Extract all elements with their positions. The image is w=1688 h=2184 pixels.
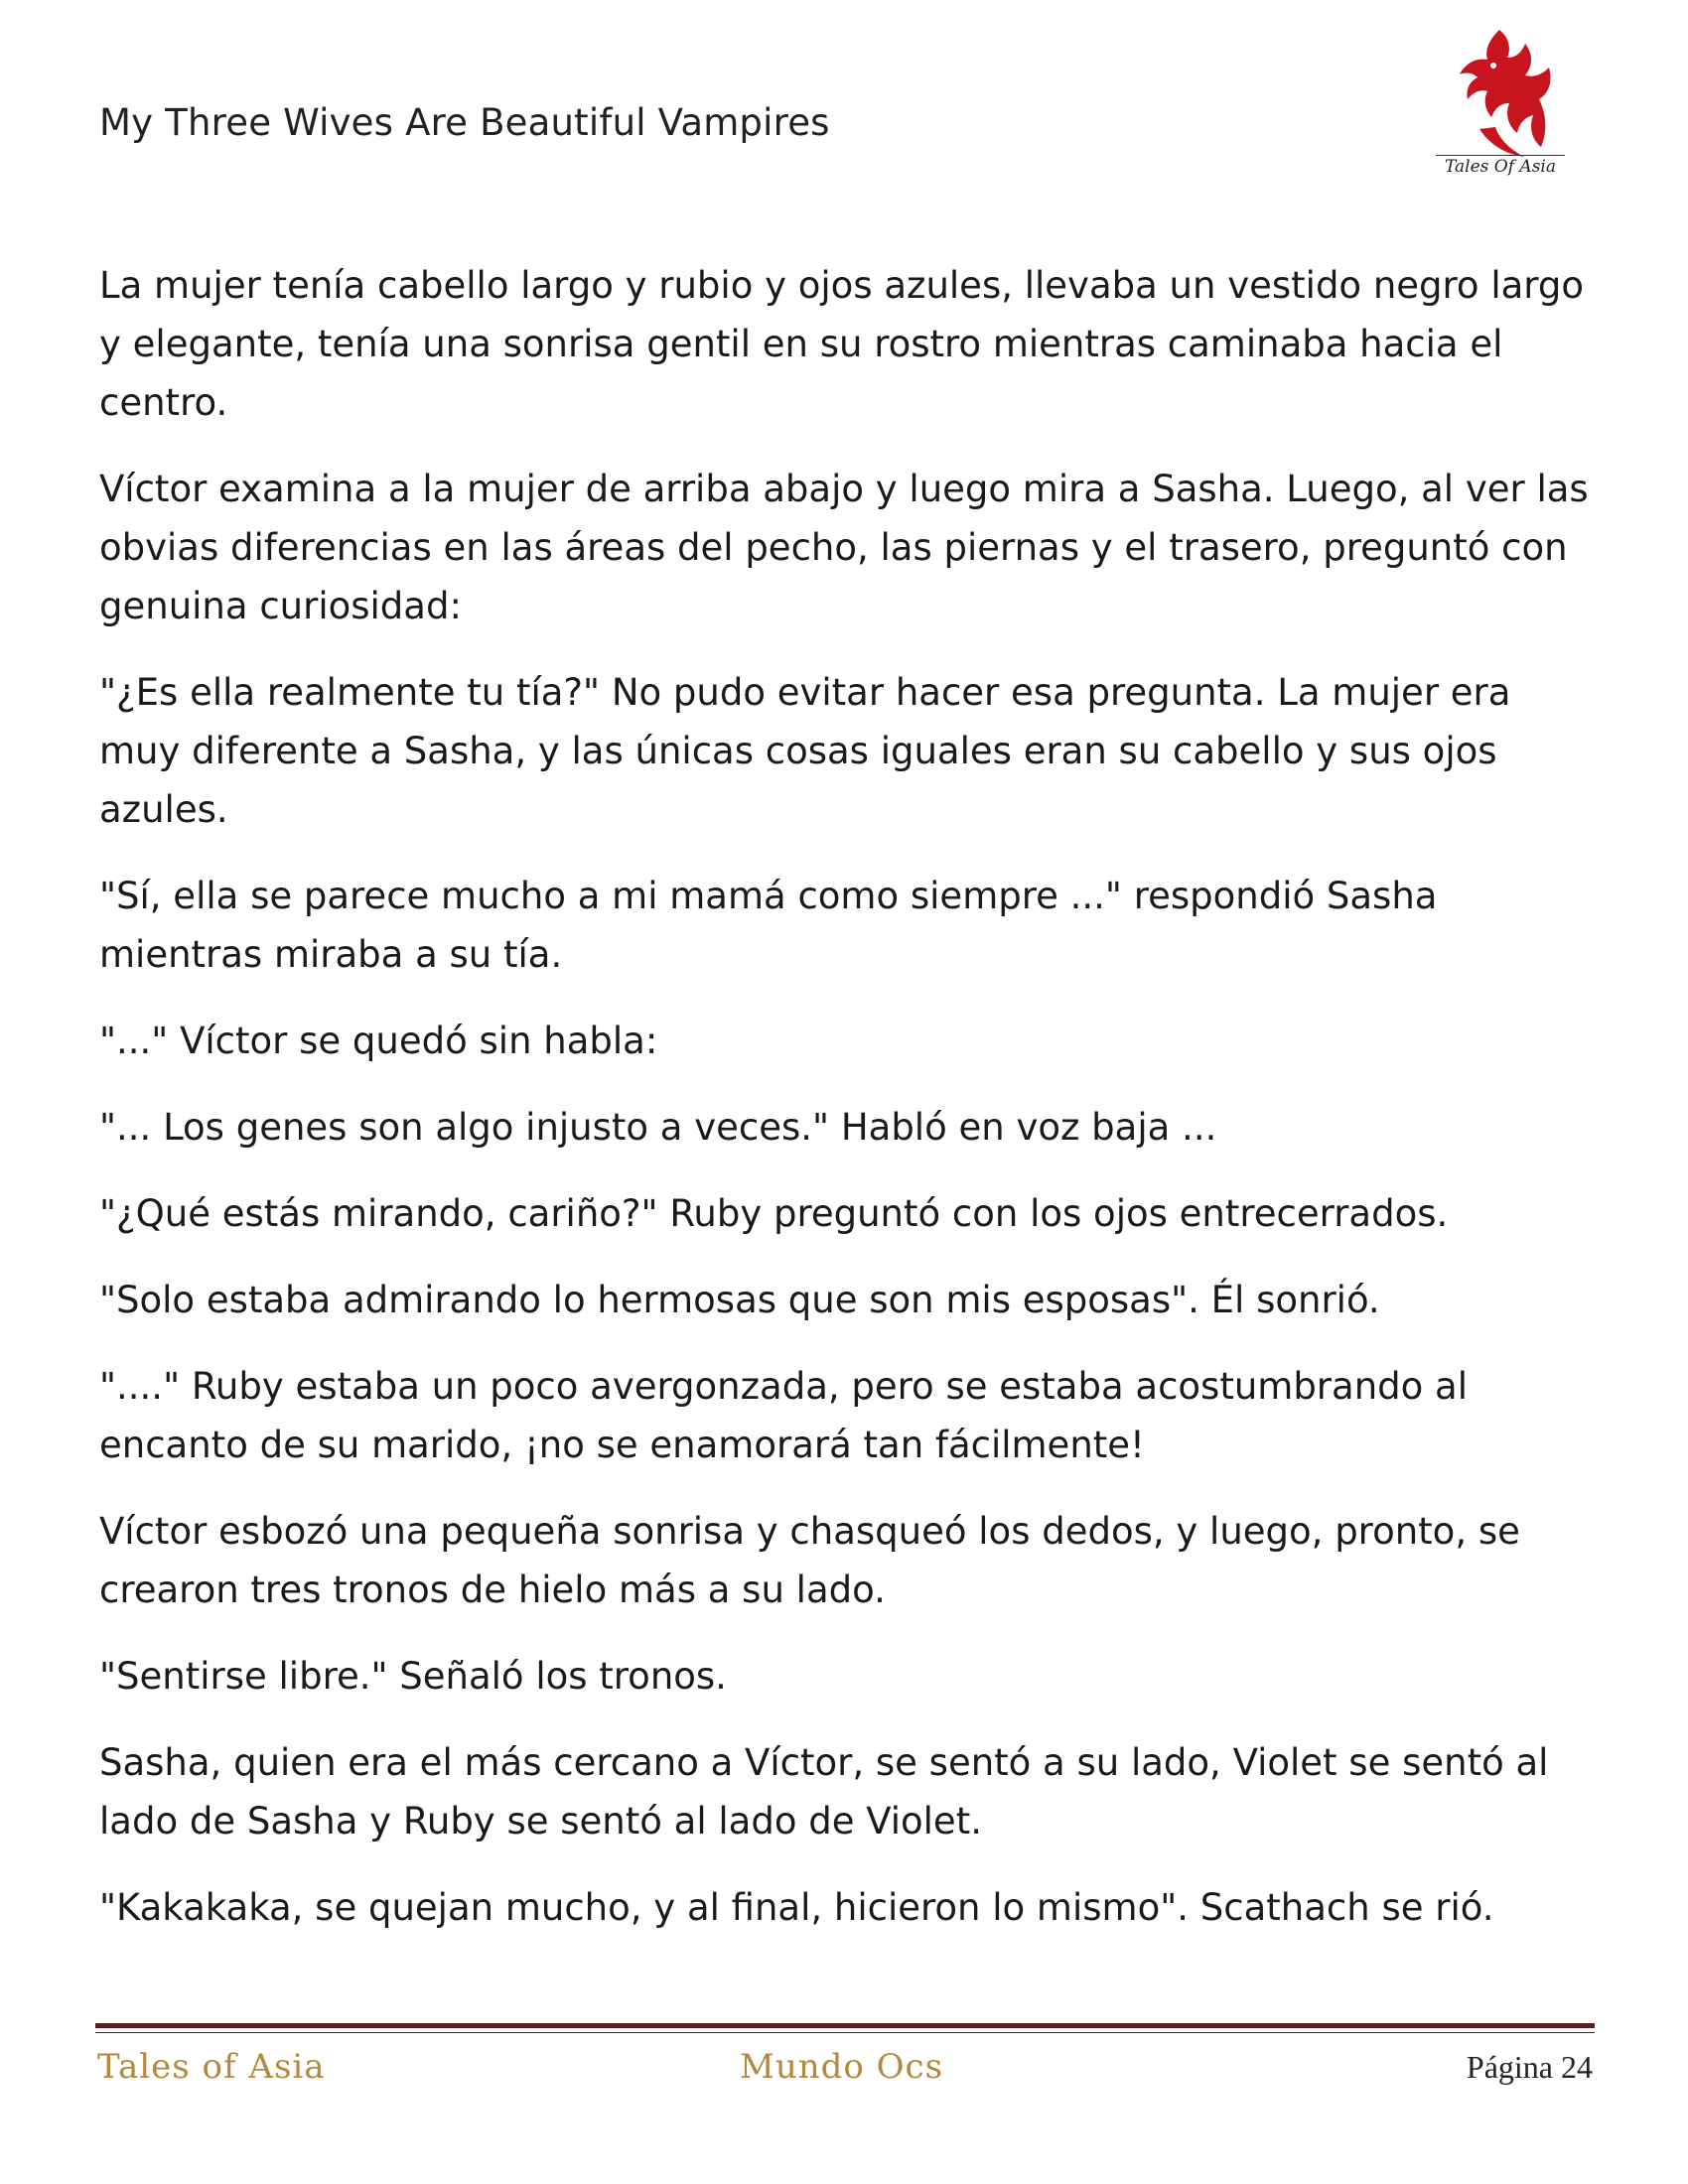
paragraph: "Sentirse libre." Señaló los tronos. [99,1655,727,1698]
footer-site: Mundo Ocs [740,2047,944,2087]
paragraph: "...." Ruby estaba un poco avergonzada, pero se estaba acostumbrando al encanto de su marido, ¡no se enamorará tan fácilmente! [99,1365,1468,1466]
paragraph: Sasha, quien era el más cercano a Víctor, se sentó a su lado, Violet se sentó al lado de Sasha y Ruby se sentó al lado de Violet. [99,1741,1549,1843]
paragraph: Víctor examina a la mujer de arriba abajo y luego mira a Sasha. Luego, al ver las obvias diferencias en las áreas del pecho, las piernas y el trasero, preguntó con genuina curiosidad: [99,468,1589,627]
page-number: Página 24 [1466,2049,1593,2085]
logo-text: Tales Of Asia [1436,155,1565,177]
footer-divider [95,2023,1595,2028]
page-body [99,256,1589,1965]
footer-publisher: Tales of Asia [97,2047,326,2087]
footer-divider-thin [95,2032,1595,2033]
paragraph: "Solo estaba admirando lo hermosas que son mis esposas". Él sonrió. [99,1279,1380,1321]
paragraph: "... Los genes son algo injusto a veces." Habló en voz baja ... [99,1106,1217,1149]
paragraph: "..." Víctor se quedó sin habla: [99,1020,658,1062]
paragraph: "Kakakaka, se quejan mucho, y al final, hicieron lo mismo". Scathach se rió. [99,1886,1494,1929]
paragraph: La mujer tenía cabello largo y rubio y ojos azules, llevaba un vestido negro largo y elegante, tenía una sonrisa gentil en su rostro mientras caminaba hacia el centro. [99,264,1584,424]
paragraph: Víctor esbozó una pequeña sonrisa y chasqueó los dedos, y luego, pronto, se crearon tres tronos de hielo más a su lado. [99,1510,1520,1611]
book-title: My Three Wives Are Beautiful Vampires [99,101,830,144]
paragraph: "¿Es ella realmente tu tía?" No pudo evitar hacer esa pregunta. La mujer era muy diferente a Sasha, y las únicas cosas iguales eran su cabello y sus ojos azules. [99,671,1511,831]
paragraph: "¿Qué estás mirando, cariño?" Ruby preguntó con los ojos entrecerrados. [99,1192,1449,1235]
paragraph: "Sí, ella se parece mucho a mi mamá como siempre ..." respondió Sasha mientras miraba a su tía. [99,875,1438,976]
